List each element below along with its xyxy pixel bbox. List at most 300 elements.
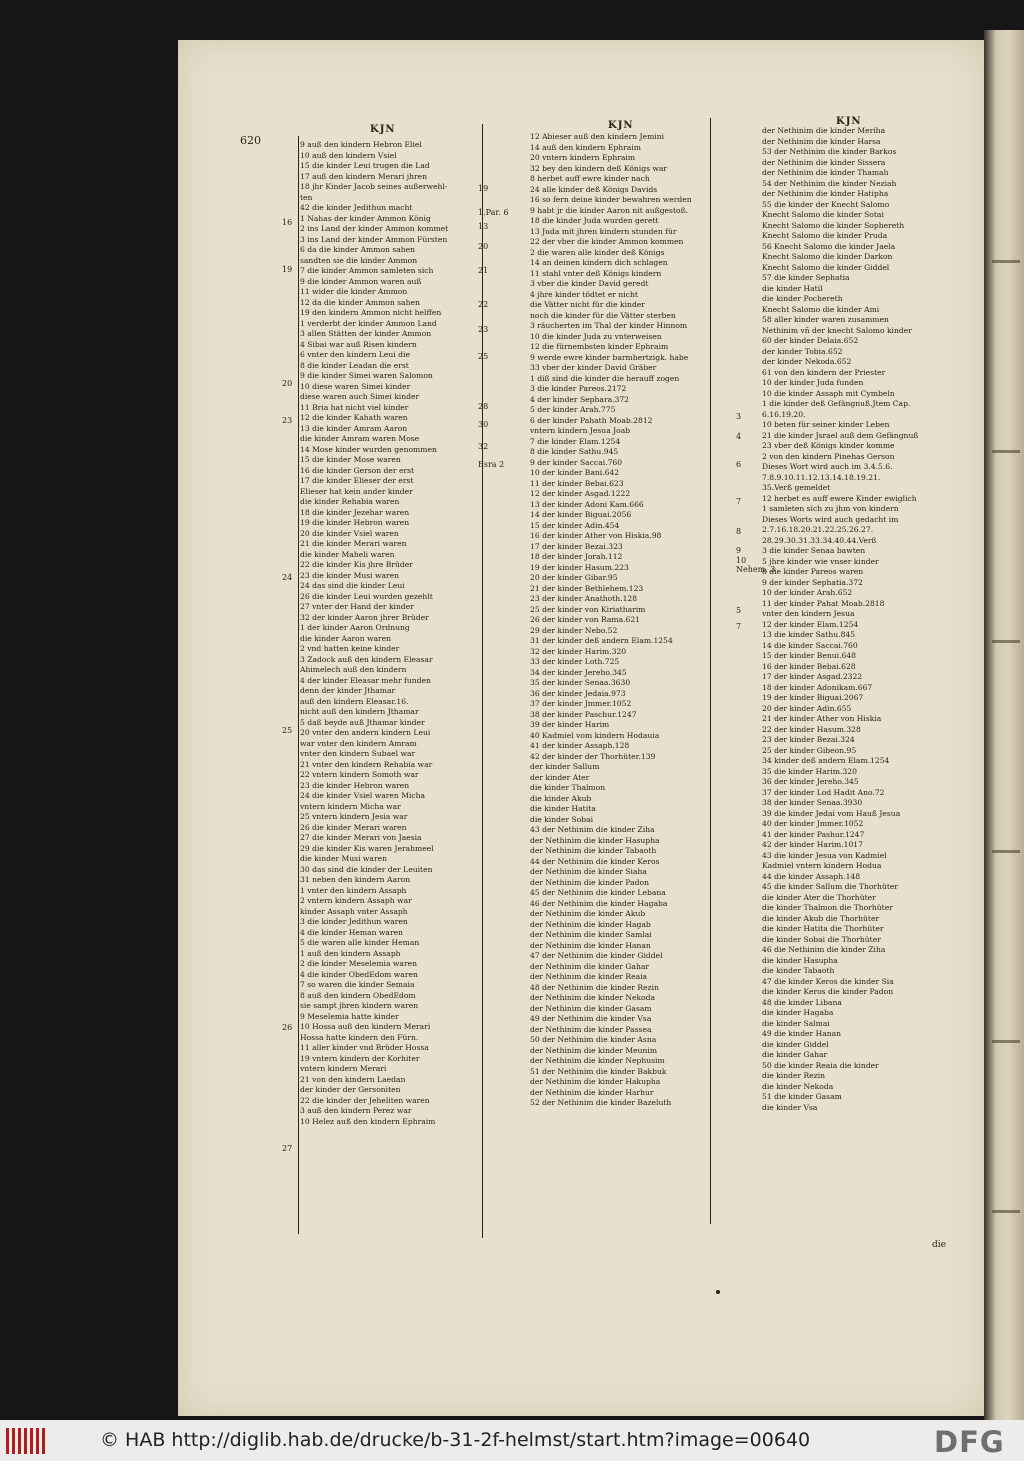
margin-reference: 30 [478,420,489,429]
index-entry: 12 der kinder Asgad.1222 [530,489,631,498]
index-entry: 38 der kinder Paschur.1247 [530,709,637,719]
index-entry: der Nethinim die kinder Samlai [530,930,652,939]
index-entry: der Nethinim die kinder Hakupha [530,1077,661,1086]
index-entry: 47 der Nethinim die kinder Giddel [530,951,663,960]
index-entry: der Nethinim die kinder Gasam [530,1003,652,1013]
index-entry: der Nethinim die kinder Harsa [762,136,881,146]
index-entry: 32 der kinder Harim.320 [530,646,627,656]
index-entry: die kinder Thalmon [530,783,606,792]
index-entry: 21 vnter den kindern Rehabia war [300,759,433,769]
index-entry: 60 der kinder Delaia.652 [762,336,859,345]
index-entry: 22 vntern kindern Somoth war [300,770,419,779]
index-entry: 6.16.19.20. [762,409,806,419]
index-entry: 21 der kinder Ather von Hiskia [762,714,882,723]
index-entry: die kinder Amram waren Mose [300,434,420,443]
index-entry: 26 die kinder Merari waren [300,822,407,832]
index-entry: Knecht Salomo die kinder Pruda [762,231,888,240]
index-entry: 25 vntern kindern Jesia war [300,812,408,821]
index-entry: 8 die kinder Pareos waren [762,567,864,576]
index-entry: 4 die kinder ObedEdom waren [300,969,418,979]
index-entry: 12 Abieser auß den kindern Jemini [530,132,665,141]
index-entry: 52 der Nethinim die kinder Bazeluth [530,1098,672,1107]
index-entry: 4 der kinder Eleasar mehr funden [300,675,431,685]
index-entry: 31 der kinder deß andern Elam.1254 [530,636,673,645]
index-column-2 [530,132,706,1242]
column-header-2: KJN [608,120,634,131]
index-entry: 5 der kinder Arah.775 [530,405,616,414]
index-entry: 24 die kinder Vsiel waren Micha [300,791,426,800]
index-column-1 [300,140,478,1240]
index-entry: 27 vnter der Hand der kinder [300,602,414,611]
index-entry: 44 die kinder Assaph.148 [762,871,861,881]
margin-reference: 16 [282,218,293,227]
index-entry: 1 verderbt der kinder Ammon Land [300,318,437,328]
index-entry: 29 der kinder Nebo.52 [530,625,618,635]
index-entry: 3 die kinder Senaa bawten [762,546,866,555]
margin-reference: 23 [282,416,293,425]
index-entry: der Nethinim die kinder Siaha [530,867,647,876]
margin-reference: 32 [478,442,489,451]
index-entry: 36 der kinder Jedaia.973 [530,688,626,698]
index-entry: 34 der kinder Jereho.345 [530,667,627,677]
index-entry: 49 die kinder Hanan [762,1029,842,1038]
index-entry: 19 den kindern Ammon nicht helffen [300,308,442,317]
index-entry: 42 die kinder Jedithun macht [300,203,413,212]
column-header-1: KJN [370,124,396,135]
index-entry: Elieser hat kein ander kinder [300,486,413,496]
index-entry: 12 da die kinder Ammon sahen [300,297,420,307]
index-entry: 41 der kinder Pashur.1247 [762,829,865,839]
index-entry: 29 die kinder Kis waren Jerahmeel [300,843,434,853]
index-entry: 21 die kinder Merari waren [300,539,407,548]
adjacent-page-edge [984,30,1024,1420]
index-entry: 21 von den kindern Laedan [300,1074,406,1084]
index-entry: 37 der kinder Lod Hadit Ano.72 [762,787,885,797]
index-entry: 8 auß den kindern ObedEdom [300,990,416,1000]
dfg-logo: DFG [934,1425,1005,1459]
column-header-3: KJN [836,116,862,127]
index-entry: vnter den kindern Jesua [762,609,855,618]
index-entry: 3 räucherten im Thal der kinder Hinnom [530,321,688,330]
index-entry: 21 der kinder Bethlehem.123 [530,583,644,593]
index-entry: 57 die kinder Sephatia [762,273,850,282]
index-entry: 27 die kinder Merari von Jaesia [300,833,422,842]
index-entry: 6 der kinder Pahath Moab.2812 [530,415,653,425]
column-rule-2 [482,124,483,1238]
index-entry: 3 die kinder Jedithun waren [300,917,408,926]
index-entry: der Nethinim die kinder Hanan [530,940,651,950]
index-entry: der Nethinim die kinder Hasupha [530,835,660,845]
index-entry: Ahimelech auß den kindern [300,665,407,674]
index-entry: 16 der kinder Bebai.628 [762,661,856,671]
index-entry: vntern kindern Micha war [300,801,401,811]
index-entry: die kinder Maheli waren [300,549,395,559]
index-entry: die kinder Hatil [762,283,823,293]
margin-reference: 7 [736,622,742,631]
margin-reference: 25 [478,352,489,361]
index-entry: die kinder Tabaoth [762,966,835,975]
index-entry: 11 Bria hat nicht viel kinder [300,402,409,412]
index-entry: 13 Juda mit jhren kindern stunden für [530,226,677,236]
index-entry: 15 der kinder Adin.454 [530,520,620,530]
index-entry: 18 der kinder Adonikam.667 [762,682,873,692]
index-entry: 14 auß den kindern Ephraim [530,142,641,152]
index-entry: 10 auß den kindern Vsiel [300,150,397,160]
index-entry: der Nethinim die kinder Nekoda [530,993,656,1002]
index-entry: 49 der Nethinim die kinder Vsa [530,1014,652,1023]
index-entry: 22 der kinder Hasum.328 [762,724,861,734]
index-entry: Kadmiel vntern kindern Hodua [762,861,882,870]
page-number: 620 [240,134,261,147]
index-entry: 46 die Nethinim die kinder Ziha [762,945,886,954]
index-entry: 14 die kinder Saccai.760 [762,640,858,650]
index-entry: 7 die kinder Ammon samleten sich [300,266,434,275]
index-entry: 6 da die kinder Ammon sahen [300,245,416,254]
index-entry: 20 vnter den andern kindern Leui [300,728,431,737]
index-entry: die kinder Sobai [530,814,594,824]
index-entry: 30 das sind die kinder der Leuiten [300,864,433,874]
index-entry: der Nethinim die kinder Padon [530,877,649,887]
index-entry: 4 jhre kinder tödtet er nicht [530,289,638,299]
index-entry: 5 daß beyde auß Jthamar kinder [300,717,425,727]
index-entry: 11 wider die kinder Ammon [300,287,408,296]
index-entry: war vnter den kindern Amram [300,738,417,748]
index-entry: 55 die kinder der Knecht Salomo [762,199,890,209]
index-entry: 11 aller kinder vnd Brüder Hossa [300,1043,429,1052]
margin-reference: 21 [478,266,489,275]
index-entry: 3 auß den kindern Perez war [300,1106,412,1115]
index-entry: 13 die kinder Amram Aaron [300,423,408,433]
index-entry: 11 der kinder Pahat Moab.2818 [762,598,885,608]
index-entry: 2.7.16.18.20.21.22.25.26.27. [762,525,874,534]
margin-reference: 22 [478,300,489,309]
index-entry: 33 vber der kinder David Gräber [530,363,657,372]
index-entry: der kinder Sallum [530,762,600,771]
index-entry: 35 der kinder Senaa.3630 [530,678,631,687]
index-entry: 43 der Nethinim die kinder Ziha [530,825,655,834]
margin-reference: 28 [478,402,489,411]
margin-reference: 20 [282,379,293,388]
margin-reference: 5 [736,606,742,615]
index-entry: 50 die kinder Reaia die kinder [762,1060,879,1070]
index-entry: 8 herbet auff ewre kinder nach [530,174,650,183]
margin-reference: 19 [478,184,489,193]
index-entry: 44 der Nethinim die kinder Keros [530,856,660,866]
index-entry: 53 der Nethinim die kinder Barkos [762,147,897,156]
index-entry: 13 die kinder Sathu.845 [762,630,856,639]
index-entry: 18 die kinder Juda wurden gerett [530,216,659,225]
index-entry: der kinder Ater [530,772,590,782]
margin-reference: 13 [478,222,489,231]
index-entry: die kinder Musi waren [300,854,387,863]
index-entry: Knecht Salomo die kinder Sophereth [762,220,905,230]
index-entry: 20 die kinder Vsiel waren [300,528,399,538]
index-entry: der kinder Tobia.652 [762,346,843,356]
index-entry: 36 der kinder Jereho.345 [762,777,859,786]
index-entry: 9 die kinder Ammon waren auß [300,276,422,286]
index-entry: 10 die kinder Assaph mit Cymbeln [762,388,895,398]
index-entry: 40 der kinder Jmmer.1052 [762,819,864,828]
index-entry: die kinder Ater die Thorhüter [762,892,876,902]
index-entry: 23 der kinder Anathoth.128 [530,594,638,603]
index-entry: 39 der kinder Harim [530,720,610,729]
index-entry: 1 diß sind die kinder die herauff zogen [530,373,680,383]
index-entry: die kinder Hasupha [762,955,838,965]
margin-reference: 8 [736,527,742,536]
index-entry: Knecht Salomo die kinder Giddel [762,262,890,272]
index-entry: 10 diese waren Simei kinder [300,381,411,391]
index-entry: 61 von den kindern der Priester [762,367,886,377]
index-entry: Hossa hatte kindern den Fürn. [300,1032,419,1042]
index-entry: ten [300,192,313,202]
margin-reference: 20 [478,242,489,251]
index-entry: 4 der kinder Sephara.372 [530,394,630,404]
index-entry: 38 der kinder Senaa.3930 [762,798,863,807]
margin-reference: 3 [736,412,742,421]
index-entry: 9 die kinder Simei waren Salomon [300,371,433,380]
index-entry: der Nethinim die kinder Harhur [530,1087,654,1097]
index-entry: 17 die kinder Elieser der erst [300,476,414,485]
index-entry: 18 der kinder Jorah.112 [530,552,623,561]
index-entry: 8 die kinder Leadan die erst [300,360,409,370]
column-rule-3 [710,118,711,1224]
index-entry: 15 die kinder Leui trugen die Lad [300,161,430,170]
index-entry: 12 die kinder Kahath waren [300,413,408,422]
index-entry: 10 Hossa auß den kindern Merari [300,1022,431,1031]
ink-spot [716,1290,720,1294]
index-entry: kinder Assaph vnter Assaph [300,906,408,916]
index-entry: die kinder Pochereth [762,294,843,303]
index-entry: 31 neben den kindern Aaron [300,875,411,884]
margin-reference: Esra 2 [478,460,505,469]
index-entry: die kinder Salmai [762,1018,830,1028]
index-entry: 16 der kinder Ather von Hiskia.98 [530,531,662,540]
margin-reference: Nehem. 3 [736,565,776,574]
index-entry: 39 die kinder Jedai vom Hauß Jesua [762,808,901,818]
index-entry: 1 der kinder Aaron Ordnung [300,623,410,632]
index-entry: 42 der kinder Harim.1017 [762,840,863,849]
index-entry: 22 der vber die kinder Ammon kommen [530,237,684,246]
index-entry: 23 vber deß Königs kinder komme [762,441,895,450]
index-entry: 5 die waren alle kinder Heman [300,938,420,947]
index-entry: 26 der kinder von Rama.621 [530,615,641,624]
index-entry: die kinder Thalmon die Thorhüter [762,903,893,912]
index-entry: 15 der kinder Benui.648 [762,651,856,660]
margin-reference: 25 [282,726,293,735]
index-entry: sie sampt jhren kindern waren [300,1001,419,1010]
index-entry: 12 herbet es auff ewere Kinder ewiglich [762,493,917,503]
margin-reference: 1.Par. 6 [478,208,509,217]
index-entry: 24 alle kinder deß Königs Davids [530,184,658,194]
index-entry: 25 der kinder Gibeon.95 [762,745,857,755]
margin-reference: 26 [282,1023,293,1032]
index-entry: 9 der kinder Sephatia.372 [762,577,863,587]
index-entry: 10 die kinder Juda zu vnterweisen [530,331,662,341]
index-entry: 4 Sibai war auß Risen kindern [300,339,417,349]
margin-reference: 10 [736,556,747,565]
index-entry: der Nethinim die kinder Thamah [762,168,889,177]
index-entry: die kinder Akub die Thorhüter [762,913,880,923]
index-entry: 45 die kinder Sallum die Thorhüter [762,882,898,891]
index-entry: 5 jhre kinder wie vnser kinder [762,556,879,566]
index-entry: die kinder Vsa [762,1102,818,1112]
index-entry: die kinder Aaron waren [300,633,392,643]
index-entry: der Nethinim die kinder Passea [530,1024,652,1034]
index-entry: 26 die kinder Leui wurden gezehlt [300,591,433,601]
index-entry: 3 ins Land der kinder Ammon Fürsten [300,234,448,244]
index-entry: Dieses Wort wird auch im 3.4.5.6. [762,462,893,471]
index-entry: 10 Helez auß den kindern Ephraim [300,1116,436,1126]
index-entry: 50 der Nethinim die kinder Asna [530,1035,657,1044]
index-entry: 14 der kinder Biguai.2056 [530,510,632,519]
index-entry: 11 der kinder Bebai.623 [530,478,624,488]
index-entry: 3 Zadock auß den kindern Eleasar [300,654,433,664]
index-entry: 1 vnter den kindern Assaph [300,885,407,895]
index-entry: 35 die kinder Harim.320 [762,766,857,776]
index-entry: 9 habt jr die kinder Aaron nit außgestoß. [530,205,689,215]
index-entry: die kinder Hatita die Thorhüter [762,924,884,933]
index-entry: der Nethinim die kinder Hatipha [762,189,889,198]
index-entry: 58 aller kinder waren zusammen [762,315,889,324]
index-entry: der Nethinim die kinder Sissera [762,157,886,167]
index-entry: noch die kinder für die Vätter sterben [530,310,676,320]
index-entry: 18 jhr Kinder Jacob seines außerwehl- [300,182,448,191]
index-entry: 19 vntern kindern der Korhiter [300,1053,420,1063]
index-entry: der kinder Nekoda.652 [762,357,852,366]
index-entry: 19 der kinder Hasum.223 [530,562,629,572]
index-entry: die kinder Nekoda [762,1081,834,1091]
index-entry: 3 vber die kinder David geredt [530,279,649,288]
index-entry: die kinder Sobai die Thorhüter [762,934,881,944]
index-entry: der Nethinim die kinder Akub [530,909,646,918]
index-entry: vntern kindern Jesua Joab [530,426,631,435]
index-entry: Knecht Salomo die kinder Sotai [762,210,884,219]
index-entry: 10 der kinder Arah.652 [762,588,853,597]
index-entry: vnter den kindern Subael war [300,749,416,758]
margin-reference: 19 [282,265,293,274]
footer-bar [0,1420,1024,1461]
index-entry: der Nethinim die kinder Hagab [530,919,651,929]
index-entry: 51 die kinder Gasam [762,1092,842,1101]
index-entry: 1 die kinder deß Gefängnuß.Jtem Cap. [762,399,911,408]
index-entry: der Nethinim die kinder Reaia [530,972,648,981]
index-entry: 33 der kinder Loth.725 [530,657,620,666]
index-entry: 2 vnd hatten keine kinder [300,644,400,653]
index-entry: 22 die kinder der Jeheliten waren [300,1095,430,1105]
index-entry: 10 der kinder Bani.642 [530,468,620,477]
index-entry: 45 der Nethinim die kinder Lebana [530,888,666,897]
index-entry: 2 vntern kindern Assaph war [300,896,412,905]
margin-reference: 27 [282,1144,293,1153]
index-entry: 22 die kinder Kis jhre Brüder [300,560,413,569]
index-entry: der kinder der Gersoniten [300,1085,401,1094]
index-entry: 54 der Nethinim die kinder Neziah [762,178,897,188]
index-entry: 37 der kinder Jmmer.1052 [530,699,632,708]
margin-reference: 4 [736,432,742,441]
index-entry: Knecht Salomo die kinder Darkon [762,252,893,261]
index-entry: 41 der kinder Assaph.128 [530,741,630,750]
index-entry: 1 auß den kindern Assaph [300,948,401,958]
margin-reference: 6 [736,460,742,469]
index-entry: die kinder Akub [530,793,592,803]
index-entry: 23 die kinder Hebron waren [300,780,410,790]
index-entry: 28.29.30.31.33.34.40.44.Verß [762,535,877,545]
index-entry: 13 der kinder Adoni Kam.666 [530,499,644,509]
index-column-3 [762,126,962,1226]
index-entry: 9 Meselemia hatte kinder [300,1011,399,1021]
index-entry: die kinder Hatita [530,804,596,813]
margin-reference: 9 [736,546,742,555]
index-entry: 23 die kinder Musi waren [300,570,400,580]
index-entry: 25 der kinder von Kiriatharim [530,604,646,614]
index-entry: 6 vnter den kindern Leui die [300,350,410,359]
index-entry: 47 die kinder Keros die kinder Sia [762,976,894,986]
index-entry: 56 Knecht Salomo die kinder Jaela [762,241,896,251]
index-entry: der Nethinim die kinder Gahar [530,961,650,971]
index-entry: 17 auß den kindern Merari jhren [300,171,428,181]
margin-reference: 24 [282,573,293,582]
index-entry: 46 der Nethinim die kinder Hagaba [530,898,668,908]
index-entry: 14 Mose kinder wurden genommen [300,444,437,454]
index-entry: 21 die kinder Jsrael auß dem Gefängnuß [762,430,919,440]
index-entry: 8 die kinder Sathu.945 [530,447,619,456]
index-entry: der Nethinim die kinder Tabaoth [530,846,657,855]
index-entry: 12 die fürnembsten kinder Ephraim [530,342,669,351]
index-entry: 10 beten für seiner kinder Leben [762,420,890,429]
footer-copyright-link[interactable]: © HAB http://diglib.hab.de/drucke/b-31-2f-helmst/start.htm?image=00640 [100,1429,811,1451]
index-entry: 48 die kinder Libana [762,997,842,1007]
index-entry: denn der kinder Jthamar [300,686,396,695]
margin-reference: 23 [478,325,489,334]
index-entry: 34 kinder deß andern Elam.1254 [762,756,890,765]
index-entry: 9 der kinder Saccai.760 [530,457,623,467]
index-entry: 19 der kinder Biguai.2067 [762,693,864,702]
index-entry: 7 die kinder Elam.1254 [530,436,621,446]
index-entry: Dieses Worts wird auch gedacht im [762,514,899,524]
index-entry: 43 die kinder Jesua von Kadmiel [762,850,887,860]
index-entry: 2 die waren alle kinder deß Königs [530,247,665,257]
index-entry: 16 so fern deine kinder bewahren werden [530,195,692,204]
index-entry: 40 Kadmiel vom kindern Hodauia [530,730,660,740]
index-entry: 20 vntern kindern Ephraim [530,153,636,162]
index-entry: Nethinim vñ der knecht Salomo kinder [762,325,912,335]
index-entry: der Nethinim die kinder Nephusim [530,1056,665,1065]
index-entry: 7 so waren die kinder Semaia [300,980,415,989]
index-entry: die kinder Rehabia waren [300,497,400,506]
index-entry: die kinder Gahar [762,1050,828,1059]
hab-logo-icon [6,1428,46,1454]
index-entry: 48 der Nethinim die kinder Rezin [530,982,659,992]
index-entry: 2 von den kindern Pinehas Gerson [762,451,895,461]
index-entry: 14 an deinen kindern dich schlagen [530,258,668,267]
index-entry: 3 die kinder Pareos.2172 [530,384,627,393]
index-entry: der Nethinim die kinder Meriha [762,126,886,135]
index-entry: 7.8.9.10.11.12.13.14.18.19.21. [762,472,881,482]
index-entry: 3 allen Stätten der kinder Ammon [300,329,432,338]
index-entry: 10 der kinder Juda funden [762,378,864,387]
index-entry: nicht auß den kindern Jthamar [300,707,419,716]
index-entry: 20 der kinder Gibar.95 [530,573,618,582]
index-entry: Knecht Salomo die kinder Ami [762,304,880,314]
index-entry: 42 der kinder der Thorhüter.139 [530,751,656,761]
index-entry: diese waren auch Simei kinder [300,392,420,401]
index-entry: 24 das sind die kinder Leui [300,581,405,590]
index-entry: 11 stahl vnter deß Königs kindern [530,268,662,278]
index-entry: 32 bey den kindern deß Königs war [530,163,668,173]
index-entry: 4 die kinder Heman waren [300,927,403,937]
index-entry: 12 der kinder Elam.1254 [762,619,859,629]
index-entry: die Vätter nicht für die kinder [530,300,645,309]
